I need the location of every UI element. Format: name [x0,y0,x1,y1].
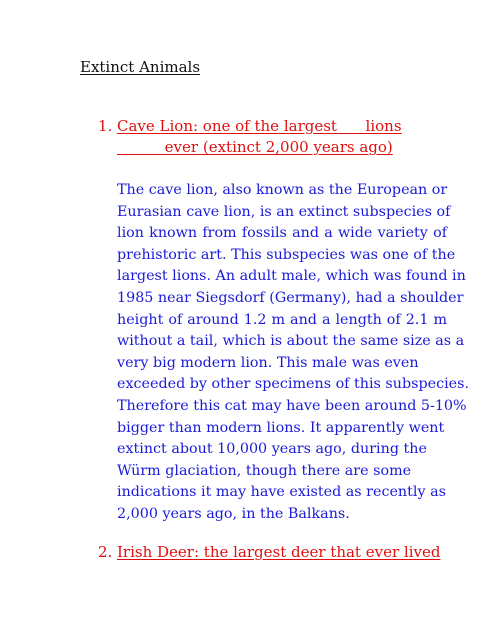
paragraph-line: very big modern lion. This male was even [117,354,419,371]
list-number-1: 1. [98,117,113,135]
paragraph-line: extinct about 10,000 years ago, during the [117,441,427,458]
paragraph-line: largest lions. An adult male, which was found in [117,268,466,285]
paragraph-line: The cave lion, also known as the European or [117,182,448,198]
paragraph-line: prehistoric art. This subspecies was one of the [117,246,456,263]
paragraph-line: lion known from fossils and a wide variety of [117,225,447,242]
document-title: Extinct Animals [80,58,201,76]
paragraph-line: without a tail, which is about the same size as a [117,333,465,350]
item-1-heading-line-1: Cave Lion: one of the largest lions [117,117,402,135]
item-2-heading-line-1: Irish Deer: the largest deer that ever lived [117,543,441,561]
paragraph-line: 1985 near Siegsdorf (Germany), had a shoulder [117,289,464,306]
paragraph-line: Therefore this cat may have been around 5-10% [117,397,467,414]
paragraph-line: exceeded by other specimens of this subspecies. [117,376,469,393]
item-1-heading-line-2: ever (extinct 2,000 years ago) [117,138,393,156]
paragraph-line: 2,000 years ago, in the Balkans. [117,505,350,522]
list-number-2: 2. [98,543,113,561]
paragraph-line: indications it may have existed as recently as [117,484,446,501]
paragraph-line: height of around 1.2 m and a length of 2.1 m [117,311,447,328]
paragraph-line: Eurasian cave lion, is an extinct subspecies of [117,203,451,220]
paragraph-line: bigger than modern lions. It apparently went [117,419,445,436]
item-1-body-paragraph [117,180,469,526]
paragraph-line: Würm glaciation, though there are some [117,462,412,479]
